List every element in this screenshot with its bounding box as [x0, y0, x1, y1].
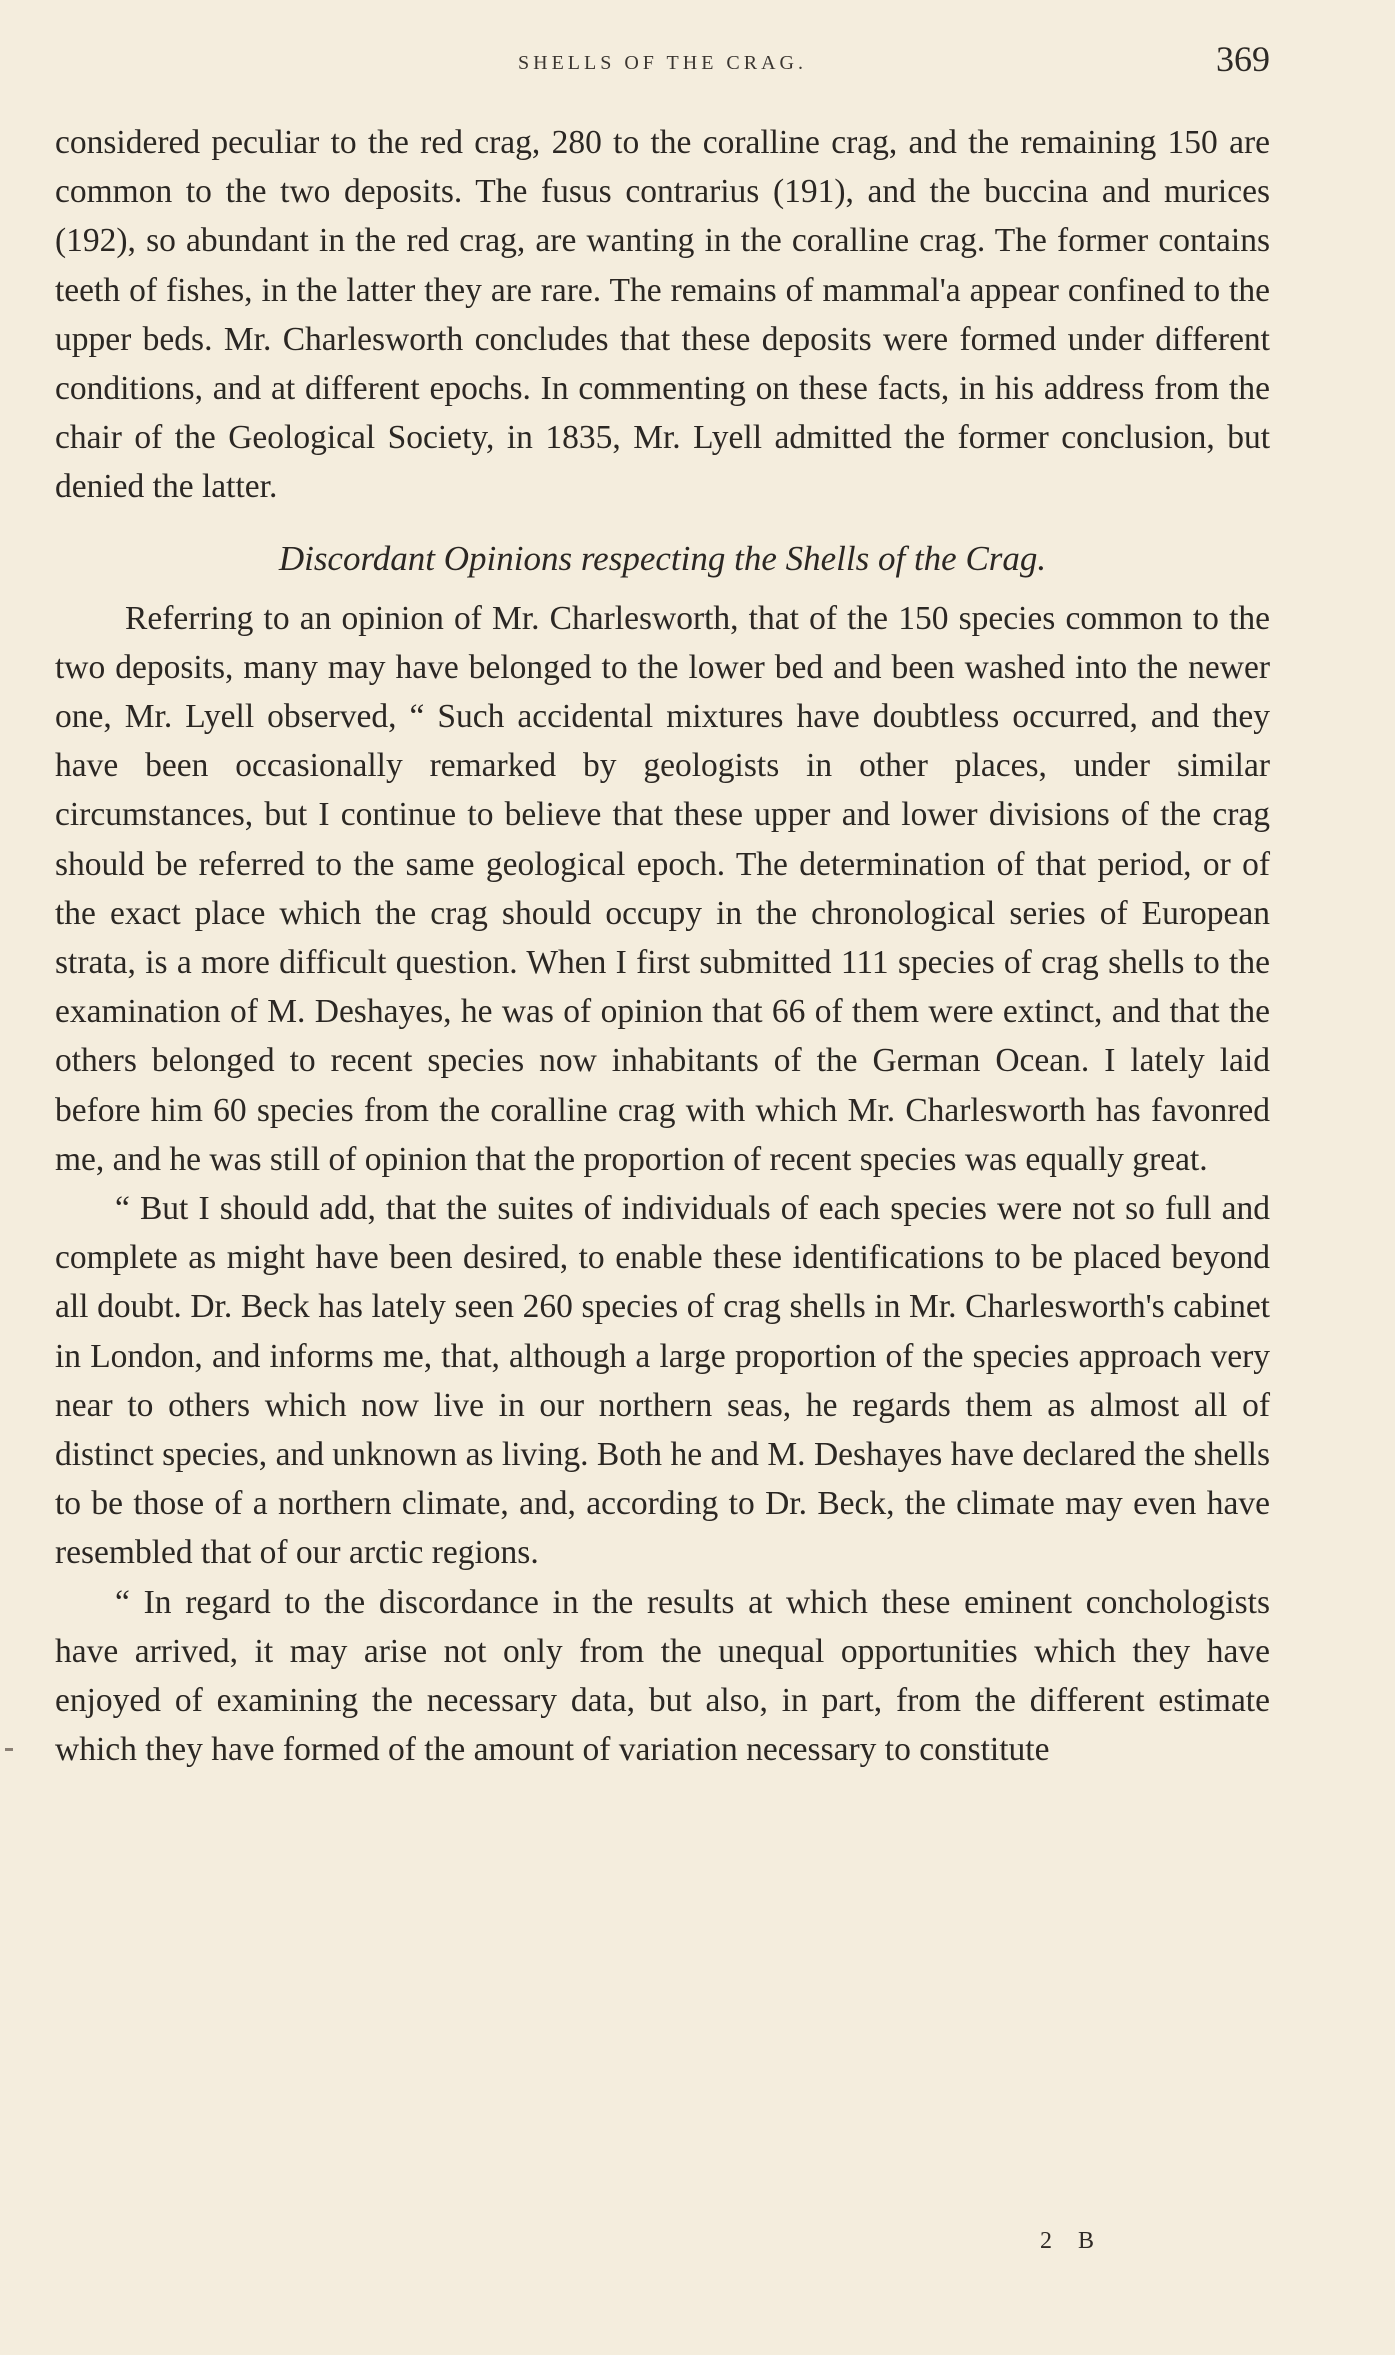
paragraph-1: considered peculiar to the red crag, 280 to the coralline crag, and the remaining 150 are common to the two deposits. The fusus contrarius (191), and the buccina and murices (192), so abundant in the red crag, are wanting in the coralline crag. The former contains teeth of fishes, in the latter they are rare. The remains of mammal'a appear confined to the upper beds. Mr. Charlesworth concludes that these deposits were formed under different conditions, and at different epochs. In commenting on these facts, in his address from the chair of the Geological Society, in 1835, Mr. Lyell admitted the former conclusion, but denied the latter.: [55, 124, 1270, 506]
paragraph-4: “ In regard to the discordance in the results at which these eminent conchologists have arrived, it may arise not only from the unequal opportunities which they have enjoyed of examining the necessary data, but also, in part, from the different estimate which they have formed of the amount of variation necessary to constitute: [55, 1583, 1270, 1769]
page-number: 369: [1216, 39, 1270, 79]
paragraph-2: Referring to an opinion of Mr. Charlesworth, that of the 150 species common to the two deposits, many may have belonged to the lower bed and been washed into the newer one, Mr. Lyell observed, “ Such accidental mixtures have doubtless occurred, and they have been occasionally remarked by geologists in other places, under similar circumstances, but I continue to believe that these upper and lower divisions of the crag should be referred to the same geological epoch. The determination of that period, or of the exact place which the crag should occupy in the chronological series of European strata, is a more difficult question. When I first submitted 111 species of crag shells to the examination of M. Deshayes, he was of opinion that 66 of them were extinct, and that the others belonged to recent species now inhabitants of the German Ocean. I lately laid before him 60 species from the coralline crag with which Mr. Charlesworth has favonred me, and he was still of opinion that the proportion of recent species was equally great.: [55, 599, 1270, 1178]
paragraph-3: “ But I should add, that the suites of individuals of each species were not so full and complete as might have been desired, to enable these identifications to be placed beyond all doubt. Dr. Beck has lately seen 260 species of crag shells in Mr. Charlesworth's cabinet in London, and informs me, that, although a large proportion of the species approach very near to others which now live in our northern seas, he regards them as almost all of distinct species, and unknown as living. Both he and M. Deshayes have declared the shells to be those of a northern climate, and, according to Dr. Beck, the climate may even have resembled that of our arctic regions.: [55, 1190, 1270, 1572]
running-head: [55, 38, 1270, 88]
signature-mark: 2 B: [1040, 2228, 1105, 2254]
section-heading: Discordant Opinions respecting the Shells of the Crag.: [278, 538, 1047, 578]
running-title: SHELLS OF THE CRAG.: [518, 52, 807, 74]
margin-mark: [5, 1748, 13, 1751]
body-text: [55, 118, 1270, 1775]
